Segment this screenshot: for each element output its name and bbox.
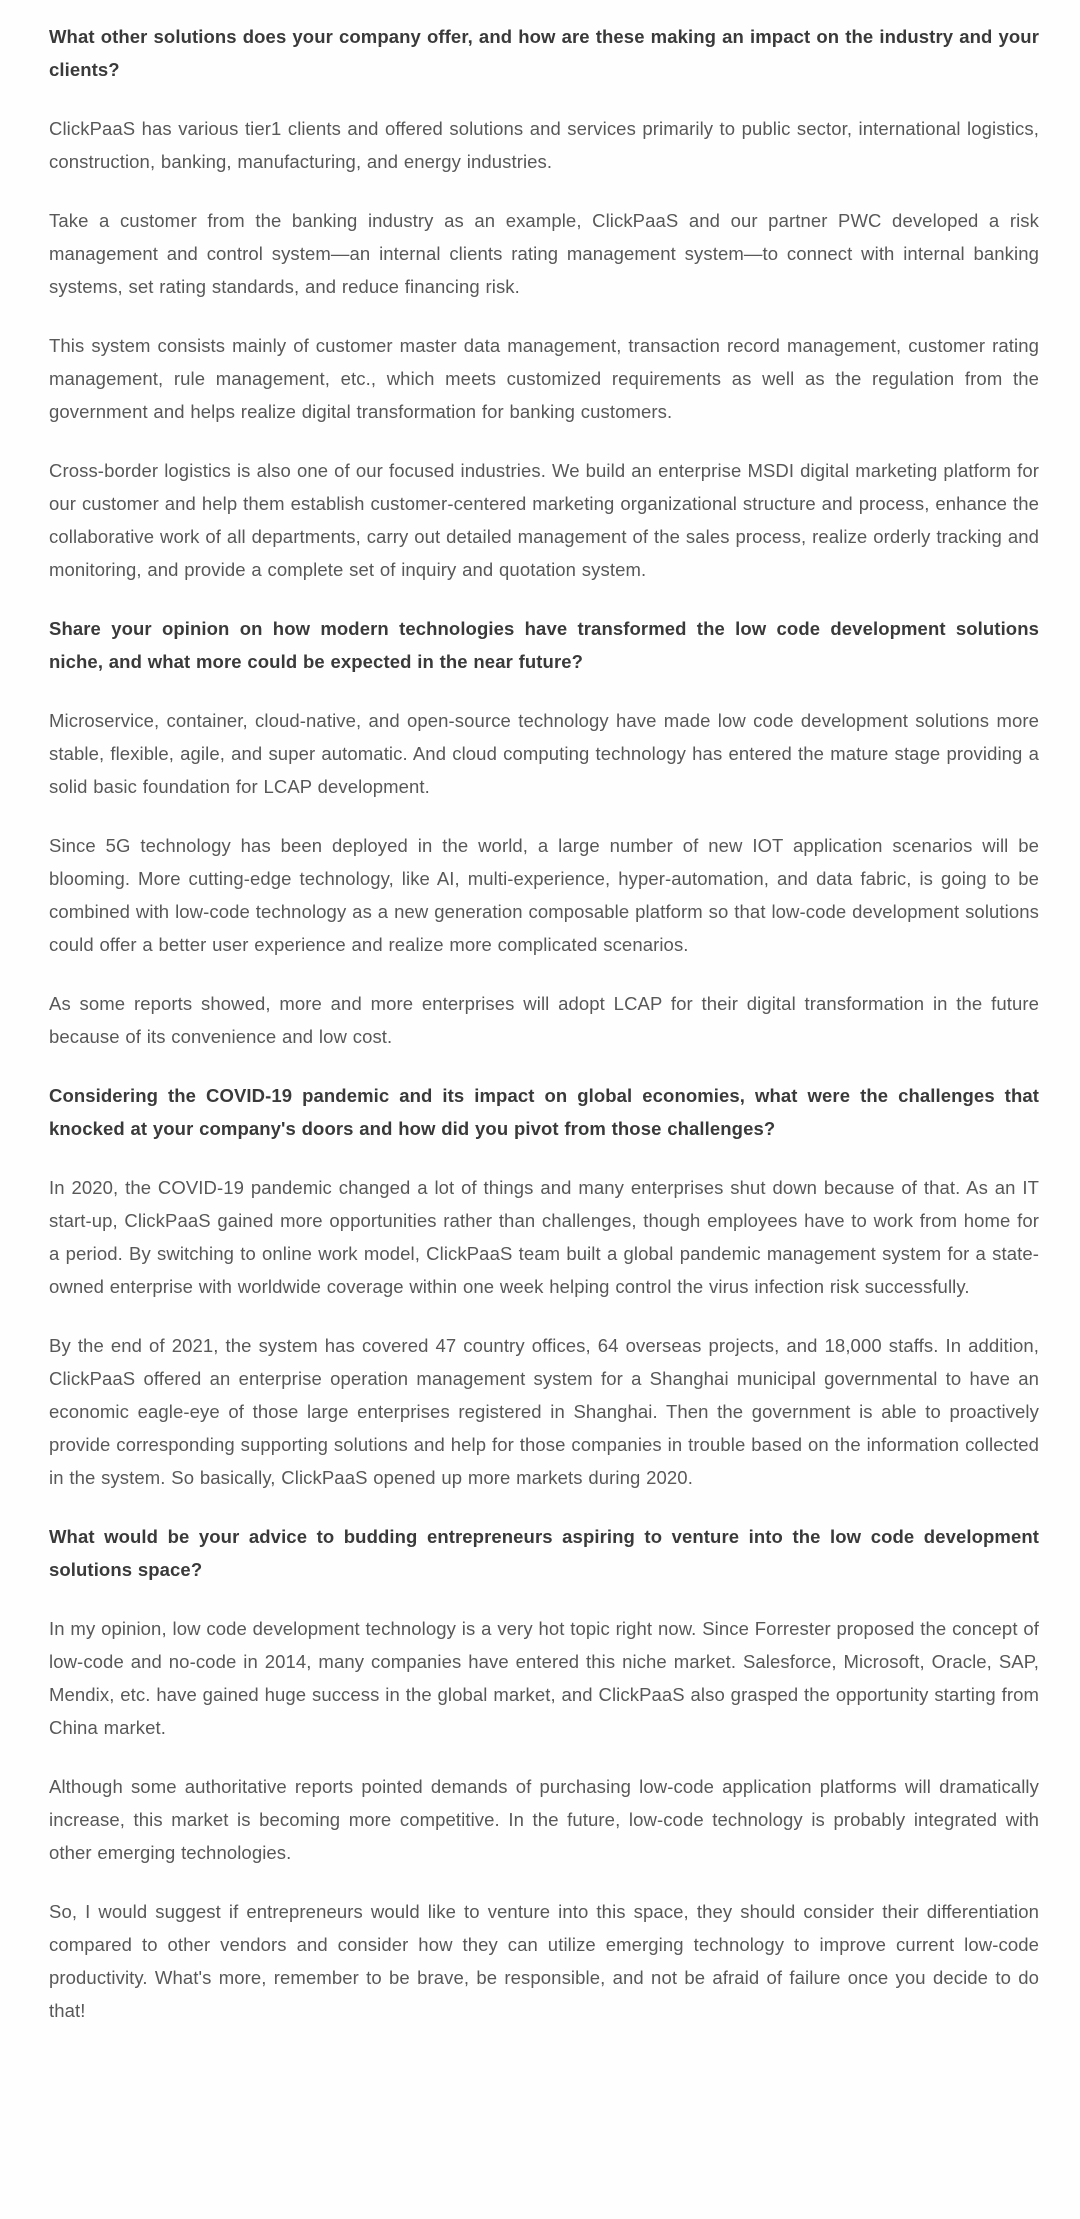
question-modern-technologies: Share your opinion on how modern technologies have transformed the low code development solutions niche, and what more could be expected in the near future? bbox=[49, 618, 1039, 672]
answer-paragraph-clients: ClickPaaS has various tier1 clients and offered solutions and services primarily to public sector, international logistics, construction, banking, manufacturing, and energy industries. bbox=[49, 118, 1039, 172]
answer-paragraph-logistics: Cross-border logistics is also one of our focused industries. We build an enterprise MSDI digital marketing platform for our customer and help them establish customer-centered marketing organizational structure and process, enhance the collaborative work of all departments, carry out detailed management of the sales process, realize orderly tracking and monitoring, and provide a complete set of inquiry and quotation system. bbox=[49, 460, 1039, 580]
answer-paragraph-2020-pandemic: In 2020, the COVID-19 pandemic changed a lot of things and many enterprises shut down because of that. As an IT start-up, ClickPaaS gained more opportunities rather than challenges, though employees have to work from home for a period. By switching to online work model, ClickPaaS team built a global pandemic management system for a state-owned enterprise with worldwide coverage within one week helping control the virus infection risk successfully. bbox=[49, 1177, 1039, 1297]
answer-paragraph-microservice: Microservice, container, cloud-native, and open-source technology have made low code development solutions more stable, flexible, agile, and super automatic. And cloud computing technology has entered the mature stage providing a solid basic foundation for LCAP development. bbox=[49, 710, 1039, 797]
answer-paragraph-5g-iot: Since 5G technology has been deployed in the world, a large number of new IOT application scenarios will be blooming. More cutting-edge technology, like AI, multi-experience, hyper-automation, and data fabric, is going to be combined with low-code technology as a new generation composable platform so that low-code development solutions could offer a better user experience and realize more complicated scenarios. bbox=[49, 835, 1039, 955]
answer-paragraph-2021-coverage: By the end of 2021, the system has covered 47 country offices, 64 overseas projects, and 18,000 staffs. In addition, ClickPaaS offered an enterprise operation management system for a Shanghai municipal governmental to have an economic eagle-eye of those large enterprises registered in Shanghai. Then the government is able to proactively provide corresponding supporting solutions and help for those companies in trouble based on the information collected in the system. So basically, ClickPaaS opened up more markets during 2020. bbox=[49, 1335, 1039, 1488]
question-covid-challenges: Considering the COVID-19 pandemic and its impact on global economies, what were the challenges that knocked at your company's doors and how did you pivot from those challenges? bbox=[49, 1085, 1039, 1139]
answer-paragraph-suggestion: So, I would suggest if entrepreneurs would like to venture into this space, they should consider their differentiation compared to other vendors and consider how they can utilize emerging technology to improve current low-code productivity. What's more, remember to be brave, be responsible, and not be afraid of failure once you decide to do that! bbox=[49, 1901, 1039, 2021]
answer-paragraph-system-consists: This system consists mainly of customer master data management, transaction record management, customer rating management, rule management, etc., which meets customized requirements as well as the regulation from the government and helps realize digital transformation for banking customers. bbox=[49, 335, 1039, 422]
answer-paragraph-banking-example: Take a customer from the banking industry as an example, ClickPaaS and our partner PWC developed a risk management and control system—an internal clients rating management system—to connect with internal banking systems, set rating standards, and reduce financing risk. bbox=[49, 210, 1039, 297]
answer-paragraph-market-competitive: Although some authoritative reports pointed demands of purchasing low-code application platforms will dramatically increase, this market is becoming more competitive. In the future, low-code technology is probably integrated with other emerging technologies. bbox=[49, 1776, 1039, 1863]
answer-paragraph-lcap-adoption: As some reports showed, more and more enterprises will adopt LCAP for their digital transformation in the future because of its convenience and low cost. bbox=[49, 993, 1039, 1047]
question-other-solutions: What other solutions does your company offer, and how are these making an impact on the industry and your clients? bbox=[49, 26, 1039, 80]
question-advice-entrepreneurs: What would be your advice to budding entrepreneurs aspiring to venture into the low code development solutions space? bbox=[49, 1526, 1039, 1580]
answer-paragraph-hot-topic: In my opinion, low code development technology is a very hot topic right now. Since Forrester proposed the concept of low-code and no-code in 2014, many companies have entered this niche market. Salesforce, Microsoft, Oracle, SAP, Mendix, etc. have gained huge success in the global market, and ClickPaaS also grasped the opportunity starting from China market. bbox=[49, 1618, 1039, 1738]
